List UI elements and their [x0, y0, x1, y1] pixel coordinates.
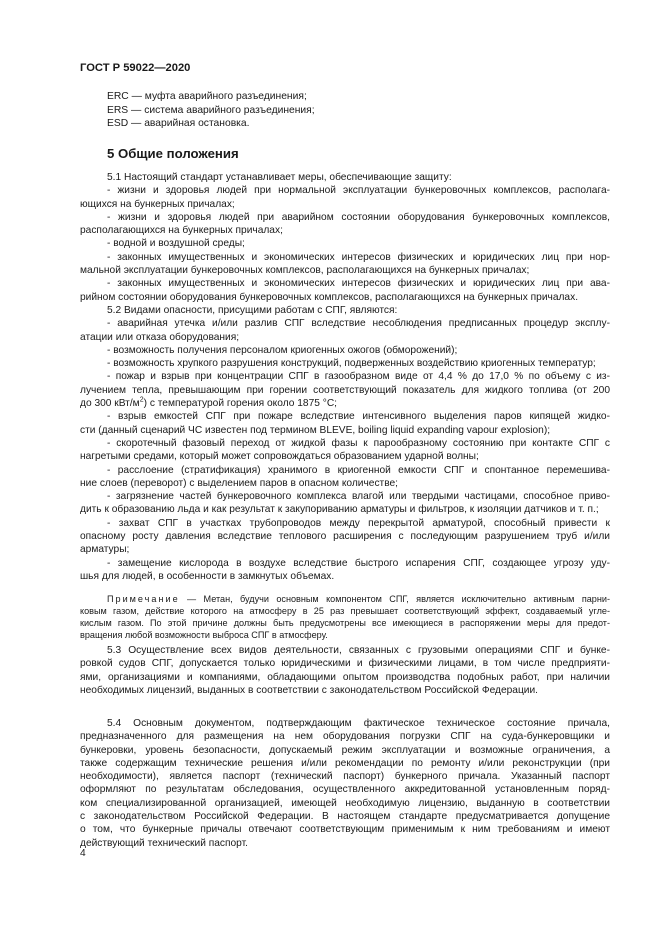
paragraph-line: - скоротечный фазовый переход от жидкой фазы к парообразному состоянию при контакте СПГ с	[107, 437, 610, 449]
paragraph-line: сти (данный сценарий ЧС известен под термином BLEVE, boiling liquid expanding vapour explosion);	[80, 424, 551, 436]
paragraph-line: ями, организациями и компаниями, обладающими опытом производства подобных работ, при наличии	[80, 671, 610, 683]
paragraph-line: располагающихся на бункерных причалах;	[80, 225, 283, 237]
paragraph-line: оформляют по результатам обследования, осуществленного аккредитованной установленным поряд-	[80, 784, 610, 796]
paragraph-line: ние слоев (переворот) с выделением паров в опасном количестве;	[80, 477, 399, 489]
note-line	[80, 593, 610, 605]
note-label: Примечание	[107, 594, 180, 604]
superscript: 2	[139, 396, 144, 404]
note-text: — Метан, будучи основным компонентом СПГ, является исключительно активным парни-	[179, 594, 610, 604]
paragraph-line: атации или отказа оборудования;	[80, 331, 240, 343]
paragraph-line: - законных имущественных и экономических интересов физических и юридических лиц при ава-	[107, 278, 610, 290]
paragraph-line: дить к образованию льда и как результат к закупориванию арматуры и фильтров, к изоляции датчиков и т. п.;	[80, 504, 599, 516]
paragraph-line: с законодательством Российской Федерации. В настоящем стандарте предусматривается допущение	[80, 811, 610, 823]
paragraph-line: арматуры;	[80, 544, 130, 556]
paragraph-line: - возможность получения персоналом криогенных ожогов (обморожений);	[107, 344, 458, 356]
paragraph-line: - расслоение (стратификация) хранимого в криогенной емкости СПГ и спонтанное перемешива-	[107, 464, 610, 476]
paragraph-line: - захват СПГ в участках трубопроводов между перекрытой арматурой, способный привести к	[107, 517, 610, 529]
paragraph-line: действующий технический паспорт.	[80, 837, 248, 849]
paragraph-line: ющихся на бункерных причалах;	[80, 198, 235, 210]
paragraph-line: шья для людей, в особенности в замкнутых объемах.	[80, 570, 335, 582]
paragraph-line: ком специализированной организацией, имеющей необходимую лицензию, выданную в соответствии	[80, 797, 610, 809]
paragraph-line: о том, что бункерные причалы отвечают соответствующим применимым к ним требованиям и имеют	[80, 824, 610, 836]
paragraph-line: - водной и воздушной среды;	[107, 238, 245, 250]
note-line: вращения любой возможности выброса СПГ в атмосферу.	[80, 630, 328, 641]
abbreviation-esd: ESD — аварийная остановка.	[107, 118, 250, 130]
abbreviation-ers: ERS — система аварийного разъединения;	[107, 104, 315, 116]
paragraph-line: - жизни и здоровья людей при аварийном состоянии оборудования бункеровочных комплексов,	[107, 211, 610, 223]
note-block	[80, 593, 610, 641]
paragraph-line: - жизни и здоровья людей при нормальной эксплуатации бункеровочных комплексов, располага-	[107, 185, 610, 197]
paragraph-line: лучением тепла, превышающим при горении соответствующий показатель для жидкого топлива (от 200	[80, 384, 610, 396]
paragraph-line: рийном состоянии оборудования бункеровочных комплексов, располагающихся на бункерных причалах.	[80, 291, 579, 303]
paragraph-line: - законных имущественных и экономических интересов физических и юридических лиц при нор-	[107, 251, 610, 263]
paragraph-line: 5.2 Видами опасности, присущими работам с СПГ, являются:	[107, 304, 398, 316]
section-title: 5 Общие положения	[107, 146, 239, 161]
page-number: 4	[80, 848, 86, 859]
paragraph-line: 5.3 Осуществление всех видов деятельности, связанных с грузовыми операциями СПГ и бунке-	[107, 645, 610, 656]
paragraph-line: также содержащим технические решения и/или рекомендации по ремонту и/или реконструкции (при	[80, 757, 610, 769]
paragraph-5-3	[80, 644, 610, 697]
unit-text: до 300 кВт/м	[80, 398, 140, 410]
abbreviation-erc: ERC — муфта аварийного разъединения;	[107, 91, 307, 102]
paragraph-line: нагретыми средами, который может сопровождаться образованием ударной волны;	[80, 451, 479, 463]
paragraph-line	[80, 397, 610, 410]
text-continuation: ) с температурой горения около 1875 °С;	[143, 398, 338, 410]
paragraph-line: - возможность хрупкого разрушения конструкций, подверженных воздействию криогенных температур;	[107, 358, 596, 370]
paragraph-line: 5.1 Настоящий стандарт устанавливает меры, обеспечивающие защиту:	[107, 172, 452, 183]
paragraph-line: необходимости), является паспорт (технический паспорт) бункерного причала. Указанный паспорт	[80, 771, 610, 783]
document-header: ГОСТ Р 59022—2020	[80, 62, 191, 74]
paragraph-line: - замещение кислорода в воздухе вследствие быстрого испарения СПГ, создающее угрозу уду-	[107, 557, 610, 569]
paragraph-line: ровкой судов СПГ, допускается только юридическими и физическими лицами, в том числе предприяти-	[80, 658, 610, 670]
section-body	[80, 171, 610, 583]
abbreviations-list	[107, 90, 315, 131]
paragraph-5-4	[80, 717, 610, 850]
note-line: ковым газом, действие которого на атмосферу в 25 раз превышает соответствующий эффект, создаваемый угле-	[80, 606, 610, 617]
paragraph-line: 5.4 Основным документом, подтверждающим фактическое техническое состояние причала,	[107, 718, 610, 729]
paragraph-line: бункеровки, уровень безопасности, допускаемый режим эксплуатации и возможные ограничения, а	[80, 744, 610, 756]
paragraph-line: мальной эксплуатации бункеровочных комплексов, располагающихся на бункерных причалах;	[80, 265, 530, 277]
paragraph-line: - пожар и взрыв при концентрации СПГ в газообразном виде от 4,4 % до 17,0 % по объему с из-	[107, 371, 610, 383]
note-line: кислым газом. По этой причине должны быть предусмотрены все имеющиеся в распоряжении меры для предот-	[80, 618, 610, 629]
paragraph-line: опасному росту давления вследствие теплового расширения с последующим разрушением труб и/или	[80, 531, 610, 543]
paragraph-line: - взрыв емкостей СПГ при пожаре вследствие интенсивного выделения паров кипящей жидко-	[107, 411, 610, 423]
paragraph-line: необходимых лицензий, выданных в соответствии с законодательством Российской Федерации.	[80, 684, 538, 696]
paragraph-line: - загрязнение частей бункеровочного комплекса влагой или твердыми частицами, способное приво-	[107, 491, 610, 503]
paragraph-line: - аварийная утечка и/или разлив СПГ вследствие несоблюдения предписанных процедур эксплу-	[107, 318, 610, 330]
paragraph-line: предназначенного для размещения на нем оборудования погрузки СПГ на суда-бункеровщики и	[80, 731, 610, 743]
